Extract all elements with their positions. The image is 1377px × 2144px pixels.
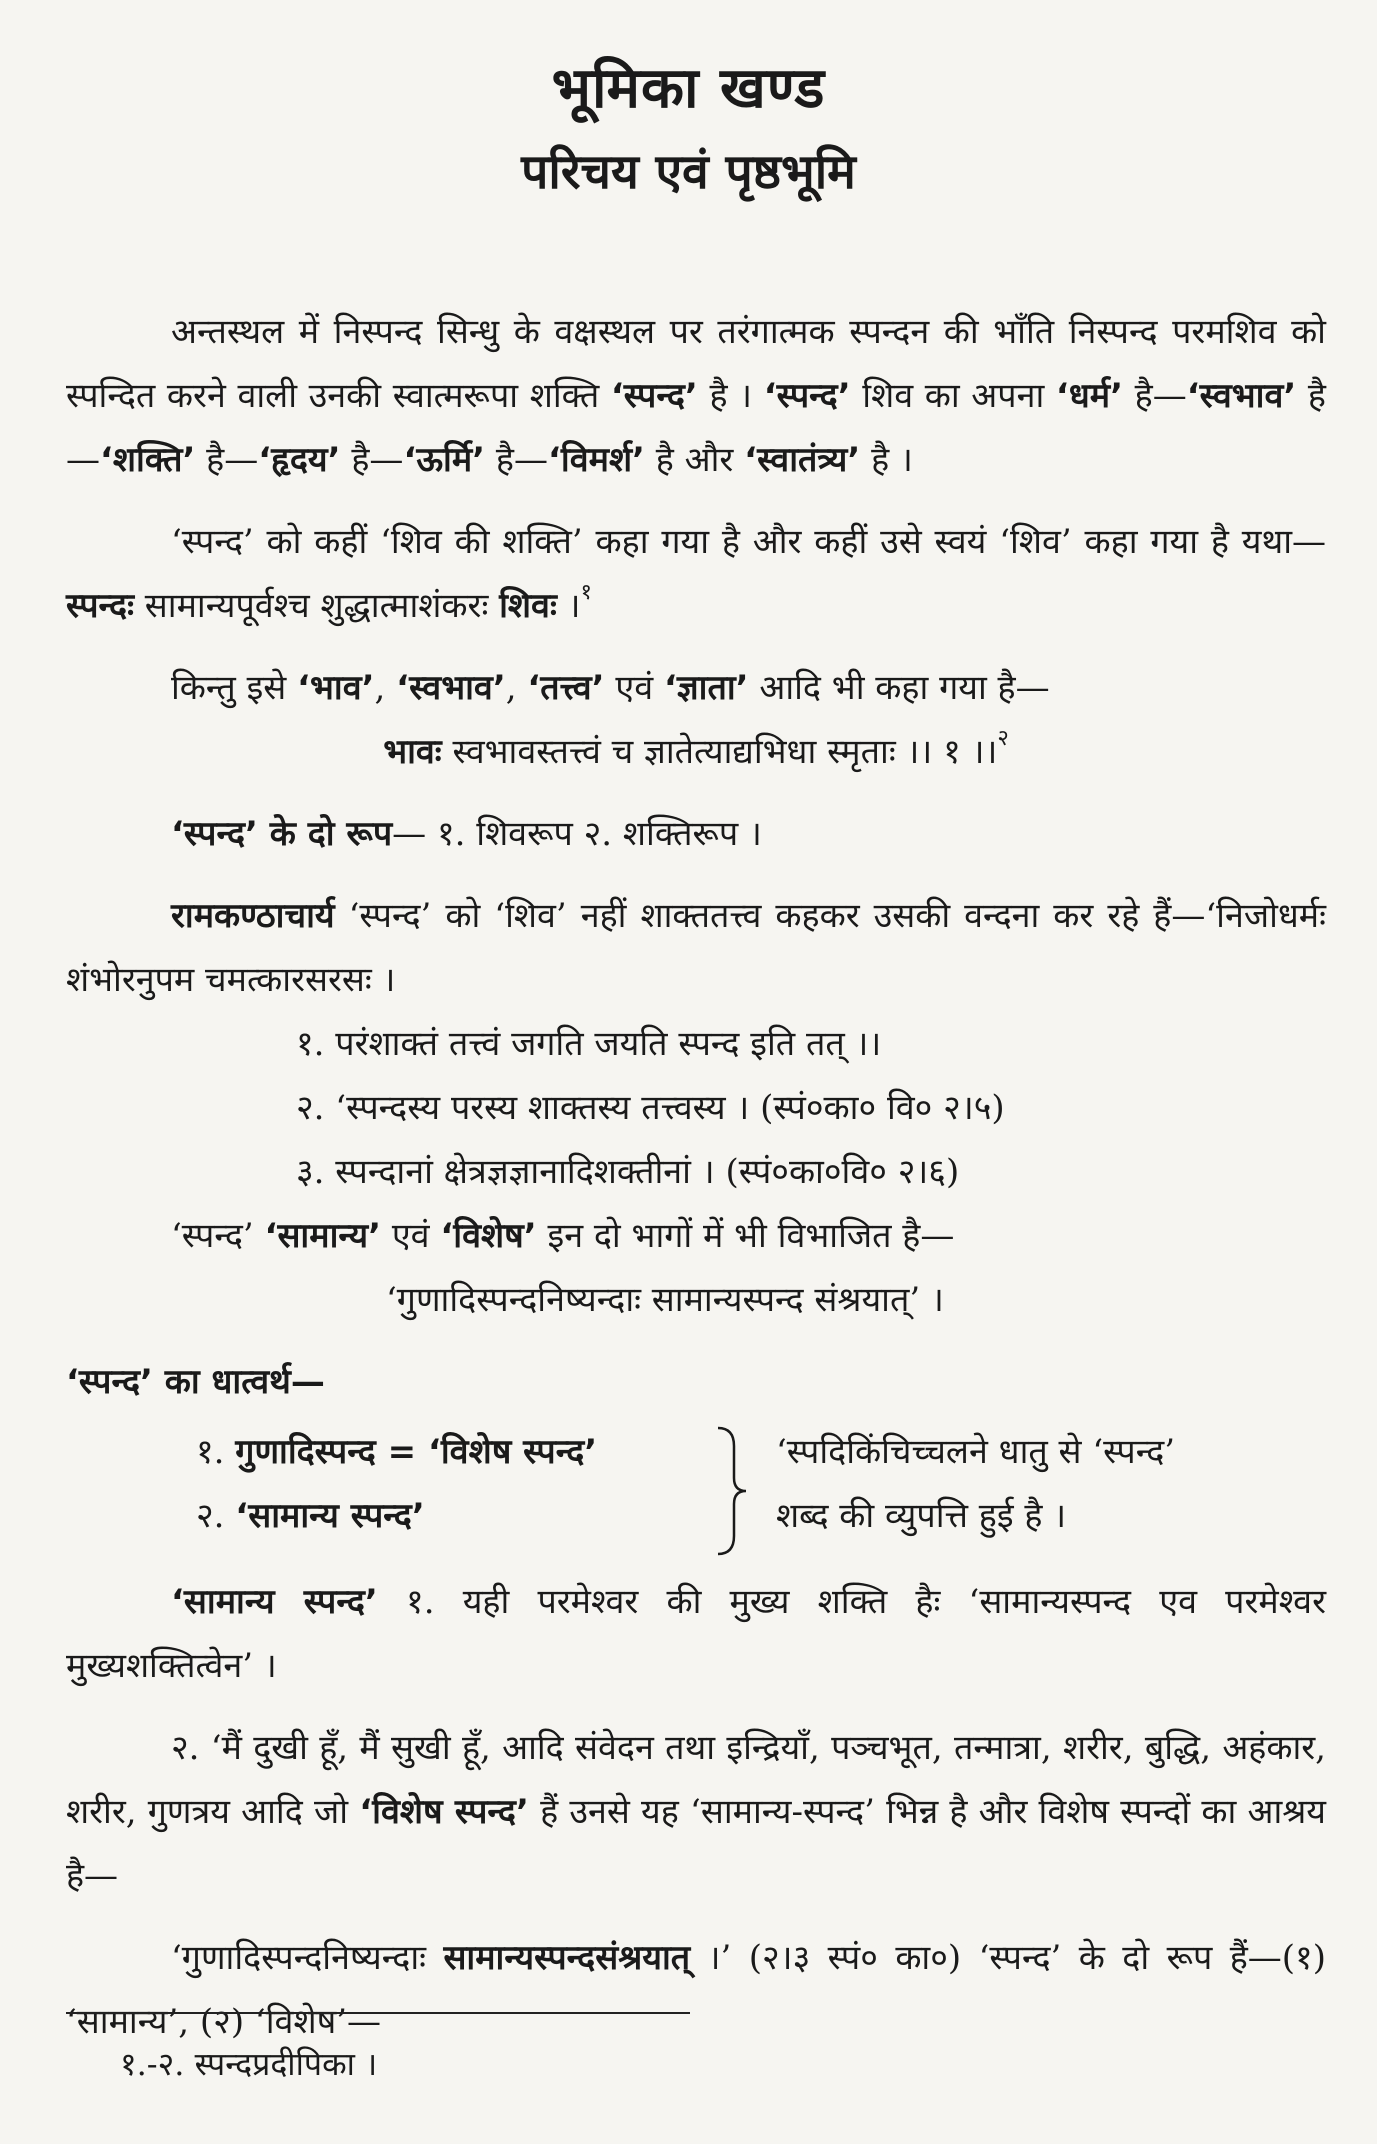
paragraph-12: ‘गुणादिस्पन्दनिष्यन्दाः सामान्यस्पन्दसंश्रयात् ।’ (२।३ स्पं० का०) ‘स्पन्द’ के दो रूप हैं—(१) ‘सामान्य’, (२) ‘विशेष’— xyxy=(66,1938,1327,2042)
dhatvartha-right: ‘स्पदिकिंचिच्चलने धातु से ‘स्पन्द’ शब्द की व्युपत्ति हुई है । xyxy=(776,1432,1176,1536)
paragraph-5: ‘स्पन्द’ के दो रूप— १. शिवरूप २. शक्तिरूप । xyxy=(171,814,762,854)
paragraph-7: ‘स्पन्द’ ‘सामान्य’ एवं ‘विशेष’ इन दो भागों में भी विभाजित है— xyxy=(171,1216,955,1256)
page-title: भूमिका खण्ड xyxy=(551,56,826,121)
dhatvartha-block xyxy=(66,1420,1326,1570)
footnote-divider xyxy=(66,2012,690,2014)
paragraph-11: २. ‘मैं दुखी हूँ, मैं सुखी हूँ, आदि संवेदन तथा इन्द्रियाँ, पञ्चभूत, तन्मात्रा, शरीर, बुद्धि, अहंकार, शरीर, गुणत्रय आदि जो ‘विशेष स्पन्द’ हैं उनसे यह ‘सामान्य-स्पन्द’ भिन्न है और विशेष स्पन्दों का आश्रय है— xyxy=(66,1728,1327,1896)
paragraph-2: ‘स्पन्द’ को कहीं ‘शिव की शक्ति’ कहा गया है और कहीं उसे स्वयं ‘शिव’ कहा गया है यथा— स्पन्दः सामान्यपूर्वश्च शुद्धात्माशंकरः शिवः ।$^१$ xyxy=(66,522,1326,626)
curly-brace-icon xyxy=(714,1426,748,1556)
paragraph-1: अन्तस्थल में निस्पन्द सिन्धु के वक्षस्थल पर तरंगात्मक स्पन्दन की भाँति निस्पन्द परमशिव को स्पन्दित करने वाली उनकी स्वात्मरूपा शक्ति ‘स्पन्द’ है । ‘स्पन्द’ शिव का अपना ‘धर्म’ है—‘स्वभाव’ है—‘शक्ति’ है—‘हृदय’ है—‘ऊर्मि’ है—‘विमर्श’ है और ‘स्वातंत्र्य’ है । xyxy=(66,312,1326,480)
section-heading-dhatvartha: ‘स्पन्द’ का धात्वर्थ— xyxy=(66,1362,325,1402)
paragraph-10: ‘सामान्य स्पन्द’ १. यही परमेश्वर की मुख्य शक्ति हैः ‘सामान्यस्पन्द एव परमेश्वर मुख्यशक्तित्वेन’ । xyxy=(66,1582,1326,1686)
dhatvartha-left: १. गुणादिस्पन्द = ‘विशेष स्पन्द’ २. ‘सामान्य स्पन्द’ xyxy=(196,1432,598,1536)
footnote-ref-1: १ xyxy=(580,580,592,605)
page-subtitle: परिचय एवं पृष्ठभूमि xyxy=(521,144,856,200)
body-text xyxy=(66,300,1326,2054)
verse-line-2: २. ‘स्पन्दस्य परस्य शाक्तस्य तत्त्वस्य । (स्पं०का० वि० २।५) xyxy=(296,1088,1005,1128)
paragraph-3: किन्तु इसे ‘भाव’, ‘स्वभाव’, ‘तत्त्व’ एवं ‘ज्ञाता’ आदि भी कहा गया है— xyxy=(171,668,1050,708)
verse-line-1: १. परंशाक्तं तत्त्वं जगति जयति स्पन्द इति तत् ।। xyxy=(296,1024,882,1064)
verse-line-3: ३. स्पन्दानां क्षेत्रज्ञज्ञानादिशक्तीनां । (स्पं०का०वि० २।६) xyxy=(296,1152,960,1192)
verse-bhava: भावः स्वभावस्तत्त्वं च ज्ञातेत्याद्यभिधा स्मृताः ।। १ ।।$^२$ xyxy=(383,726,1009,772)
verse-gunadi: ‘गुणादिस्पन्दनिष्यन्दाः सामान्यस्पन्द संश्रयात्’ । xyxy=(386,1280,944,1320)
footnote: १.-२. स्पन्दप्रदीपिका । xyxy=(120,2045,378,2083)
paragraph-6: रामकण्ठाचार्य ‘स्पन्द’ को ‘शिव’ नहीं शाक्ततत्त्व कहकर उसकी वन्दना कर रहे हैं—‘निजोधर्मः शंभोरनुपम चमत्कारसरसः । xyxy=(66,896,1326,1000)
footnote-ref-2: २ xyxy=(997,726,1009,751)
